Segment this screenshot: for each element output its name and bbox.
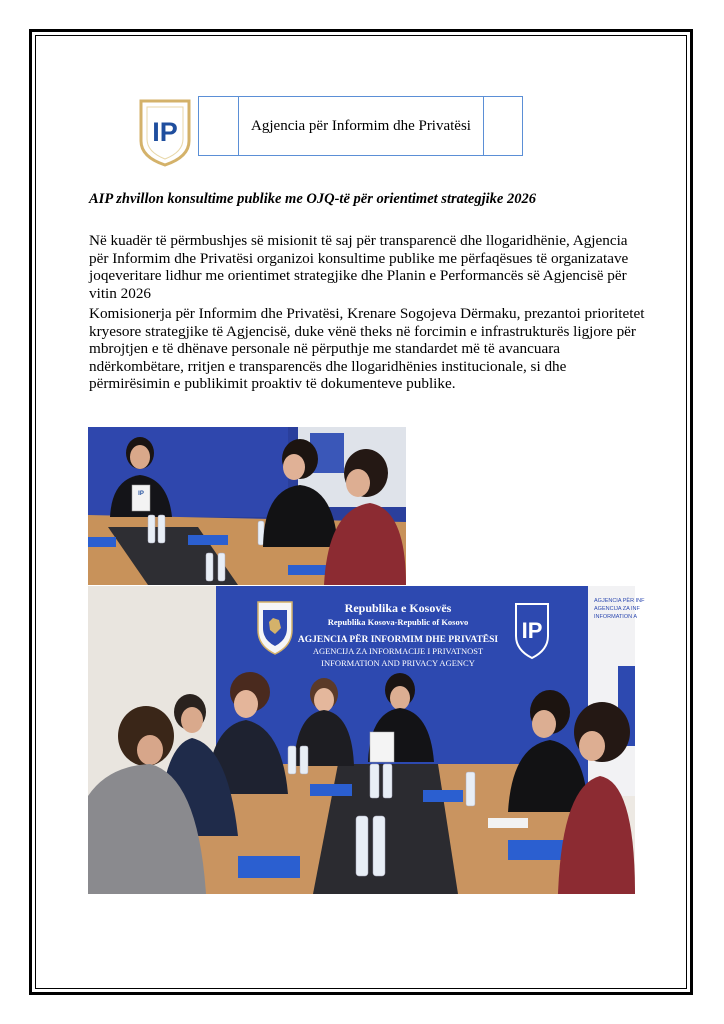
banner-line-1: Republika e Kosovës bbox=[344, 601, 452, 615]
side-banner-line-1: AGJENCIA PËR INF bbox=[594, 598, 645, 604]
banner-line-4: AGENCIJA ZA INFORMACIJE I PRIVATNOST bbox=[312, 646, 484, 656]
header-cell-left bbox=[199, 97, 239, 155]
event-photo-1 bbox=[88, 427, 406, 585]
agency-logo bbox=[137, 97, 193, 169]
logo-text: IP bbox=[152, 117, 178, 147]
article-paragraph-2: Komisionerja për Informim dhe Privatësi, Krenare Sogojeva Dërmaku, prezantoi prioritetet kryesore strategjike të Agjencisë, duke vënë theks në forcimin e infrastrukturës ligjore për mbrojtjen e të dhënave personale në përputhje me standardet më të avancuara ndërkombëtare, rritjen e transparencës dhe llogaridhënies institucionale, si dhe përmirësimin e publikimit proaktiv të dokumenteve publike. bbox=[89, 305, 645, 392]
banner-line-3: AGJENCIA PËR INFORMIM DHE PRIVATËSI bbox=[297, 635, 499, 645]
header-agency-name: Agjencia për Informim dhe Privatësi bbox=[239, 97, 484, 155]
side-banner-line-3: INFORMATION A bbox=[594, 614, 637, 620]
side-banner-line-2: AGENCIJA ZA INF bbox=[594, 606, 640, 612]
svg-text:IP: IP bbox=[138, 491, 144, 497]
banner-line-5: INFORMATION AND PRIVACY AGENCY bbox=[321, 658, 475, 668]
article-headline: AIP zhvillon konsultime publike me OJQ-të për orientimet strategjike 2026 bbox=[89, 191, 536, 207]
header-cell-right bbox=[484, 97, 522, 155]
article-paragraph-1: Në kuadër të përmbushjes së misionit të saj për transparencë dhe llogaridhënie, Agjencia për Informim dhe Privatësi organizoi konsultime publike me përfaqësues të organizatave joqeveritare lidhur me orientimet strategjike dhe Planin e Performancës së Agjencisë për vitin 2026 bbox=[89, 232, 629, 302]
header-table bbox=[198, 96, 523, 156]
banner-line-2: Republika Kosova-Republic of Kosovo bbox=[327, 617, 469, 627]
kosovo-emblem-icon bbox=[258, 602, 292, 654]
svg-text:IP: IP bbox=[521, 618, 543, 643]
event-photo-2 bbox=[88, 586, 645, 894]
